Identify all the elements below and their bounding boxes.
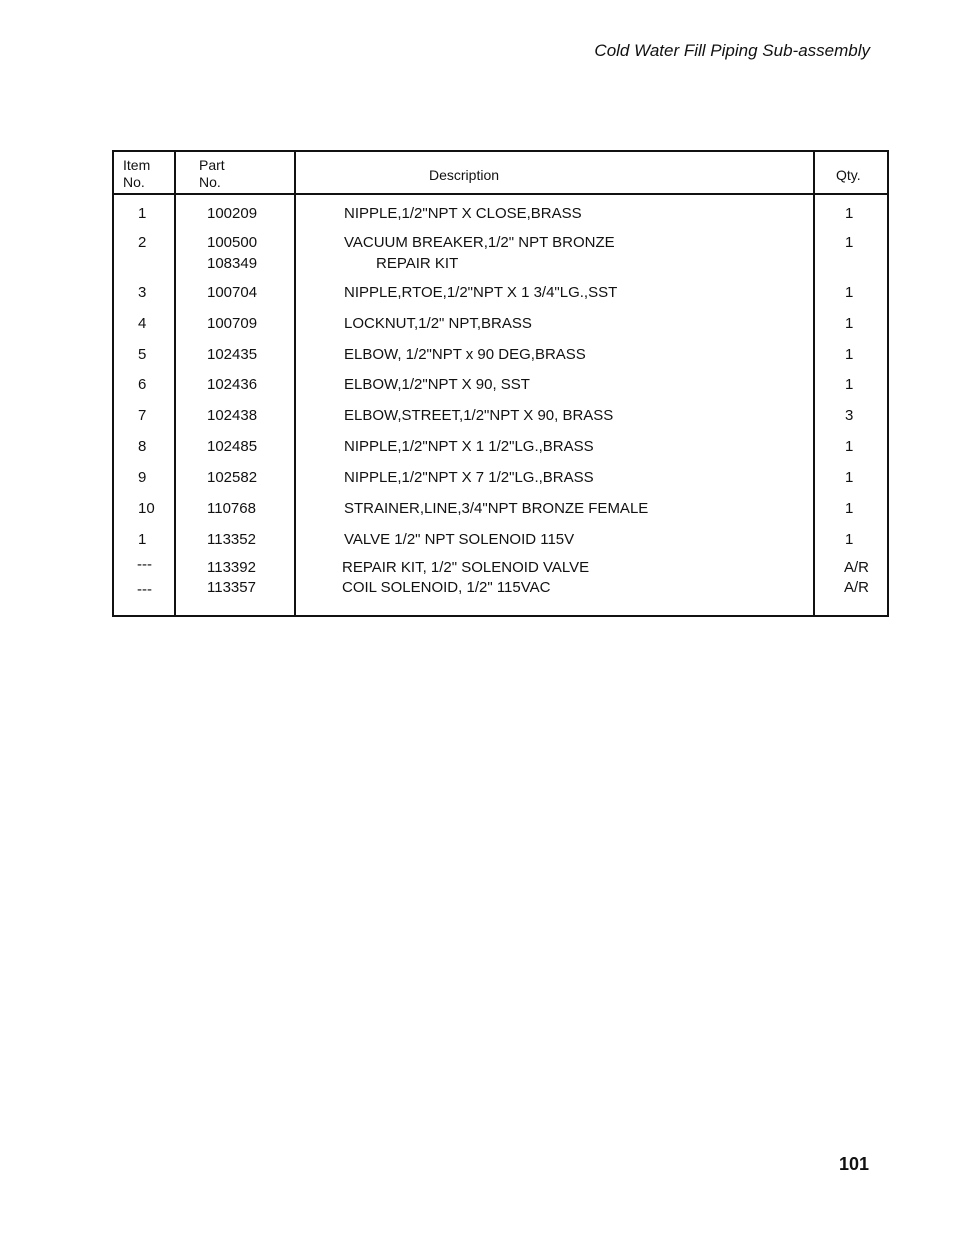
quantity: 3	[845, 407, 854, 424]
item-number: 8	[138, 438, 147, 455]
column-divider	[174, 152, 176, 615]
part-description: ELBOW,1/2"NPT X 90, SST	[344, 376, 530, 393]
part-description: REPAIR KIT	[376, 255, 459, 272]
quantity: 1	[845, 376, 854, 393]
column-header-item: Item No.	[123, 157, 151, 190]
section-title: Cold Water Fill Piping Sub-assembly	[594, 41, 870, 60]
item-number: 4	[138, 315, 147, 332]
part-description: VACUUM BREAKER,1/2" NPT BRONZE	[344, 234, 615, 251]
part-number: 102438	[207, 407, 258, 424]
column-divider	[813, 152, 815, 615]
quantity: 1	[845, 234, 854, 251]
part-description: ELBOW,STREET,1/2"NPT X 90, BRASS	[344, 407, 614, 424]
item-number: 6	[138, 376, 147, 393]
item-number: 1	[138, 531, 147, 548]
quantity: A/R	[844, 579, 870, 596]
item-number: ---	[137, 556, 152, 573]
part-number: 108349	[207, 255, 258, 272]
quantity: 1	[845, 531, 854, 548]
quantity: 1	[845, 469, 854, 486]
part-description: NIPPLE,RTOE,1/2"NPT X 1 3/4"LG.,SST	[344, 284, 618, 301]
part-number: 110768	[207, 500, 256, 517]
part-number: 102436	[207, 376, 258, 393]
part-description: NIPPLE,1/2"NPT X 7 1/2"LG.,BRASS	[344, 469, 594, 486]
part-number: 102435	[207, 346, 258, 363]
quantity: A/R	[844, 559, 870, 576]
item-number: 10	[138, 500, 155, 517]
column-header-qty: Qty.	[836, 167, 861, 183]
item-number: 3	[138, 284, 147, 301]
part-number: 100209	[207, 205, 258, 222]
item-number: ---	[137, 581, 152, 598]
part-number: 102582	[207, 469, 258, 486]
part-number: 113357	[207, 579, 256, 596]
part-number: 113392	[207, 559, 256, 576]
part-description: STRAINER,LINE,3/4"NPT BRONZE FEMALE	[344, 500, 649, 517]
quantity: 1	[845, 284, 854, 301]
part-number: 100500	[207, 234, 258, 251]
quantity: 1	[845, 346, 854, 363]
quantity: 1	[845, 500, 854, 517]
quantity: 1	[845, 205, 854, 222]
column-header-part: Part No.	[199, 157, 225, 190]
part-description: ELBOW, 1/2"NPT x 90 DEG,BRASS	[344, 346, 586, 363]
column-divider	[294, 152, 296, 615]
item-number: 5	[138, 346, 147, 363]
quantity: 1	[845, 315, 854, 332]
item-number: 1	[138, 205, 147, 222]
part-description: LOCKNUT,1/2" NPT,BRASS	[344, 315, 532, 332]
header-divider	[114, 193, 887, 195]
quantity: 1	[845, 438, 854, 455]
part-number: 100704	[207, 284, 258, 301]
part-description: NIPPLE,1/2"NPT X 1 1/2"LG.,BRASS	[344, 438, 594, 455]
part-number: 100709	[207, 315, 258, 332]
item-number: 7	[138, 407, 147, 424]
parts-table	[112, 150, 889, 617]
part-description: COIL SOLENOID, 1/2" 115VAC	[342, 579, 551, 596]
item-number: 2	[138, 234, 147, 251]
part-description: NIPPLE,1/2"NPT X CLOSE,BRASS	[344, 205, 582, 222]
column-header-description: Description	[429, 167, 500, 183]
part-description: REPAIR KIT, 1/2" SOLENOID VALVE	[342, 559, 590, 576]
part-description: VALVE 1/2" NPT SOLENOID 115V	[344, 531, 575, 548]
page-number: 101	[838, 1154, 869, 1174]
item-number: 9	[138, 469, 147, 486]
part-number: 102485	[207, 438, 258, 455]
part-number: 113352	[207, 531, 256, 548]
